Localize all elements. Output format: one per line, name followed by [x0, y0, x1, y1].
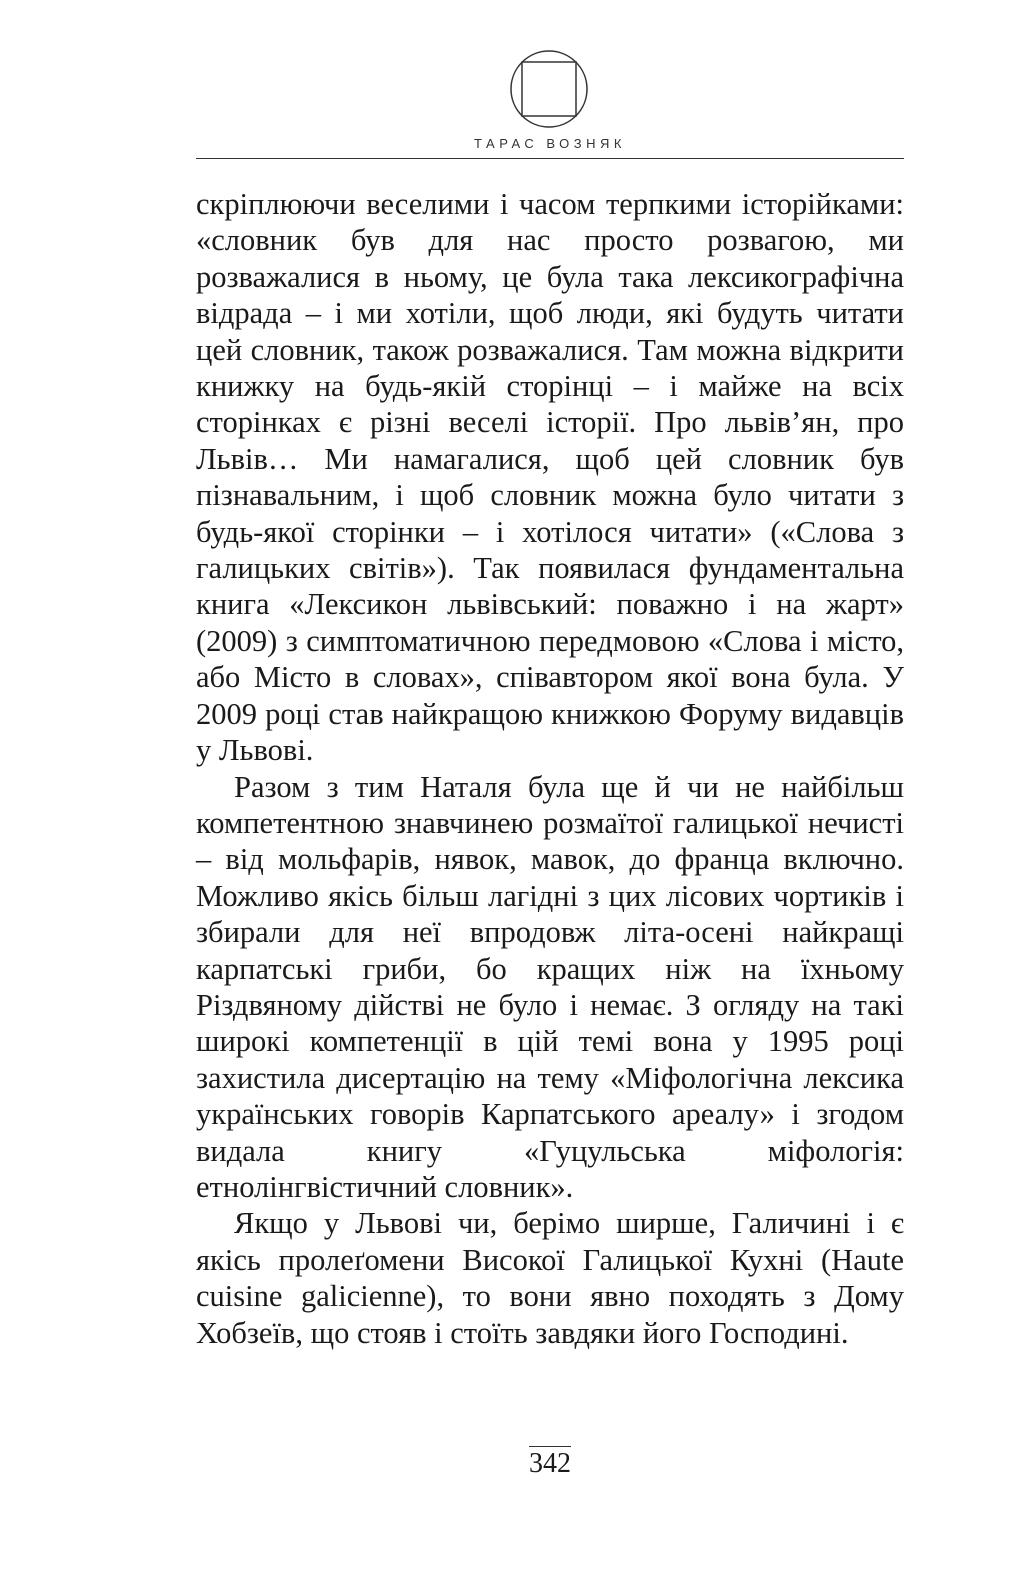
publisher-logo-icon: [508, 48, 590, 130]
page-number: [196, 1446, 904, 1480]
body-text: [196, 186, 904, 1351]
paragraph: Якщо у Львові чи, берімо ширше, Галичині і є якісь пролеґомени Високої Галицької Кухні (Haute cuisine galicienne), то вони явно походять з Дому Хобзеїв, що стояв і стоїть завдяки його Господині.: [196, 1206, 904, 1350]
paragraph: скріплюючи веселими і часом терпкими історійками: «словник був для нас просто розвагою, ми розважалися в ньому, це була така лексикографічна відрада – і ми хотіли, щоб люди, які будуть читати цей словник, також розважалися. Там можна відкрити книжку на будь-якій сторінці – і майже на всіх сторінках є різні веселі історії. Про львів’ян, про Львів… Ми намагалися, щоб цей словник був пізнавальним, і щоб словник можна було читати з будь-якої сторінки – і хотілося читати» («Слова з галицьких світів»). Так появилася фундаментальна книга «Лексикон львівський: поважно і на жарт» (2009) з симптоматичною передмовою «Слова і місто, або Місто в словах», співавтором якої вона була. У 2009 році став найкращою книжкою Форуму видавців у Львові.: [196, 187, 904, 768]
paragraph: Разом з тим Наталя була ще й чи не найбільш компетентною знавчинею розмаїтої галицької нечисті – від мольфарів, нявок, мавок, до франца включно. Можливо якісь більш лагідні з цих лісових чортиків і збирали для неї впродовж літа-осені найкращі карпатські гриби, бо кращих ніж на їхньому Різдвяному дійстві не було і немає. З огляду на такі широкі компетенції в цій темі вона у 1995 році захистила дисертацію на тему «Міфологічна лексика українських говорів Карпатського ареалу» і згодом видала книгу «Гуцульська міфологія: етнолінгвістичний словник».: [196, 769, 904, 1204]
header-rule: [196, 158, 904, 159]
page-number-label: 342: [529, 1448, 571, 1479]
running-head: ТАРАС ВОЗНЯК: [474, 136, 626, 151]
